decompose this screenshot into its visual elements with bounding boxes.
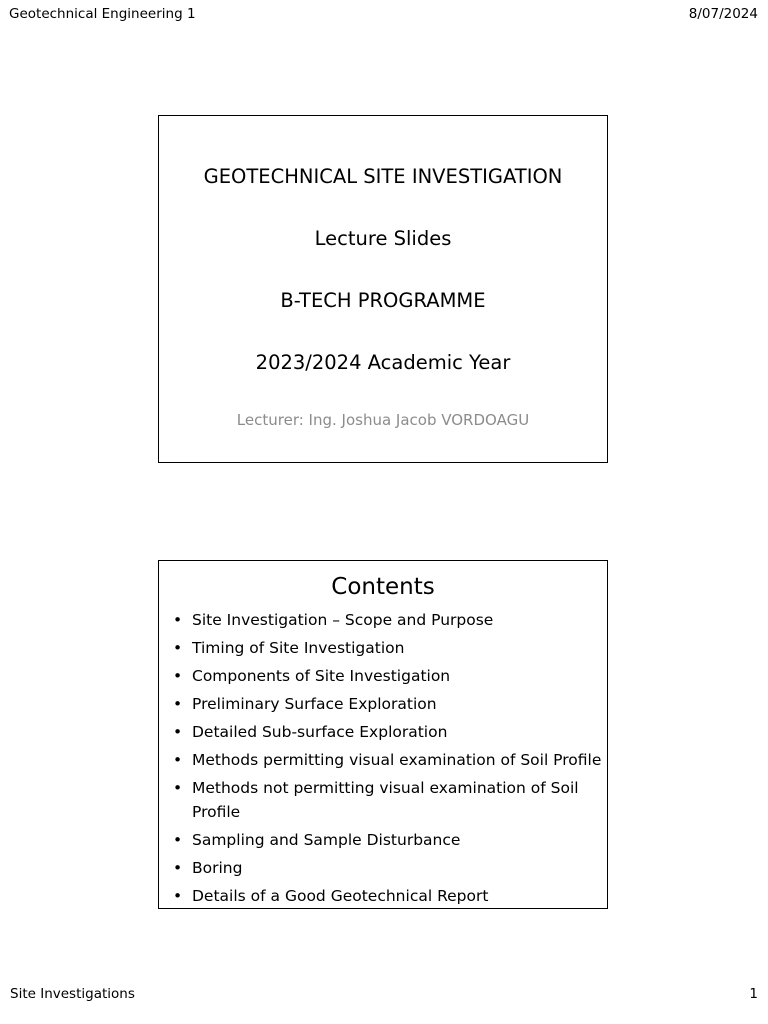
list-item: [173, 636, 603, 660]
slide-lecturer: Lecturer: Ing. Joshua Jacob VORDOAGU: [236, 411, 530, 429]
list-item-text: Preliminary Surface Exploration: [192, 695, 437, 713]
list-item-text: Methods permitting visual examination of Soil Profile: [192, 751, 602, 769]
page-header-title: Geotechnical Engineering 1: [9, 6, 196, 22]
list-item: [173, 776, 603, 824]
bullet-icon: •: [173, 779, 183, 797]
bullet-icon: •: [173, 859, 183, 877]
slide-subtitle-lecture-slides: Lecture Slides: [314, 227, 452, 250]
list-item-text: Methods not permitting visual examination of Soil Profile: [192, 779, 579, 821]
bullet-icon: •: [173, 695, 183, 713]
list-item-text: Detailed Sub-surface Exploration: [192, 723, 448, 741]
list-item: [173, 608, 603, 632]
slide-academic-year: 2023/2024 Academic Year: [255, 351, 511, 374]
list-item-text: Details of a Good Geotechnical Report: [192, 887, 489, 905]
list-item-text: Timing of Site Investigation: [192, 639, 405, 657]
slide-programme: B-TECH PROGRAMME: [280, 289, 486, 312]
bullet-icon: •: [173, 667, 183, 685]
title-slide: [158, 115, 608, 463]
list-item-text: Site Investigation – Scope and Purpose: [192, 611, 494, 629]
list-item: [173, 884, 603, 908]
contents-title: Contents: [331, 574, 435, 600]
list-item-text: Boring: [192, 859, 243, 877]
page-number: 1: [749, 986, 758, 1002]
bullet-icon: •: [173, 831, 183, 849]
contents-list: [173, 608, 603, 912]
bullet-icon: •: [173, 751, 183, 769]
bullet-icon: •: [173, 723, 183, 741]
list-item-text: Components of Site Investigation: [192, 667, 451, 685]
list-item: [173, 720, 603, 744]
list-item: [173, 828, 603, 852]
list-item-text: Sampling and Sample Disturbance: [192, 831, 461, 849]
page-header-date: 8/07/2024: [688, 6, 758, 22]
slide-title: GEOTECHNICAL SITE INVESTIGATION: [203, 165, 563, 188]
contents-slide: [158, 560, 608, 909]
bullet-icon: •: [173, 611, 183, 629]
list-item: [173, 692, 603, 716]
list-item: [173, 856, 603, 880]
bullet-icon: •: [173, 887, 183, 905]
bullet-icon: •: [173, 639, 183, 657]
page-footer-title: Site Investigations: [10, 986, 135, 1002]
list-item: [173, 748, 603, 772]
list-item: [173, 664, 603, 688]
